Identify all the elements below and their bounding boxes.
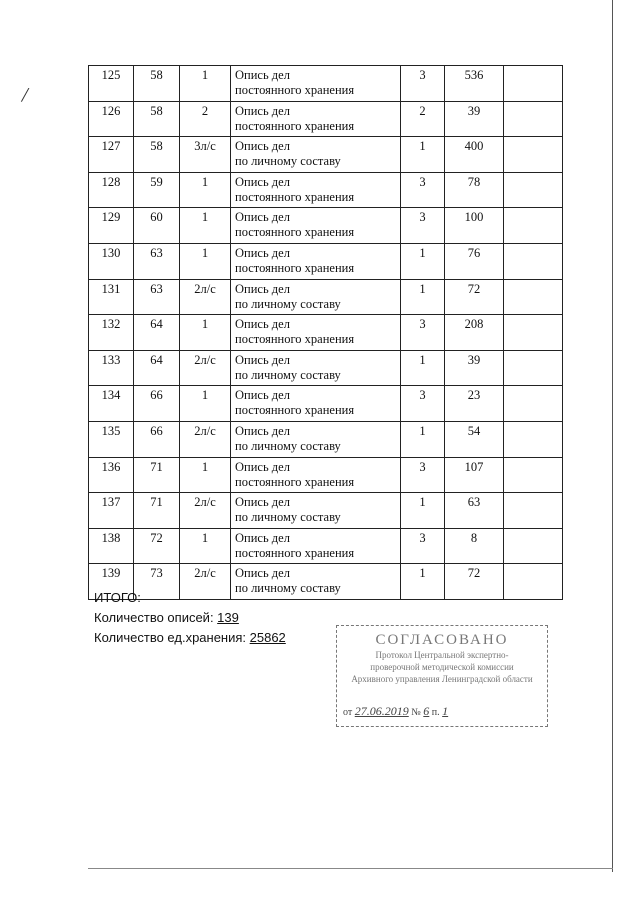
note-cell [504,457,563,493]
inventory-title-line1: Опись дел [235,317,290,332]
inventory-title-cell [231,208,401,244]
inventory-number-cell: 2л/с [180,279,231,315]
fund-number-cell: 58 [134,137,180,173]
table-row [89,421,563,457]
inventory-title-line1: Опись дел [235,388,290,403]
section-cell: 1 [401,350,445,386]
fund-number-cell: 59 [134,172,180,208]
units-count-cell: 8 [445,528,504,564]
inventory-title-line1: Опись дел [235,210,290,225]
inventory-title-line2: по личному составу [235,510,341,525]
fund-number-cell: 71 [134,493,180,529]
section-cell: 3 [401,208,445,244]
note-cell [504,172,563,208]
inventory-title-line2: постоянного хранения [235,474,355,489]
note-cell [504,421,563,457]
section-cell: 3 [401,457,445,493]
units-count-cell: 39 [445,101,504,137]
inventory-number-cell: 1 [180,66,231,102]
fund-number-cell: 71 [134,457,180,493]
table-row [89,315,563,351]
inventory-title-cell [231,315,401,351]
table-row [89,528,563,564]
table-row [89,457,563,493]
fund-number-cell: 58 [134,66,180,102]
inventory-title-line2: по личному составу [235,367,341,382]
inventory-title-line1: Опись дел [235,68,290,82]
row-number-cell: 138 [89,528,134,564]
inventory-number-cell: 1 [180,172,231,208]
inventory-number-cell: 2л/с [180,350,231,386]
note-cell [504,493,563,529]
stamp-protocol-line [343,704,448,719]
inventory-number-cell: 2л/с [180,421,231,457]
fund-number-cell: 64 [134,315,180,351]
table-row [89,208,563,244]
section-cell: 3 [401,528,445,564]
units-count-cell: 100 [445,208,504,244]
row-number-cell: 127 [89,137,134,173]
inventory-title-cell [231,172,401,208]
inventory-title-line1: Опись дел [235,423,290,438]
note-cell [504,564,563,600]
inventory-title-line2: постоянного хранения [235,260,355,275]
row-number-cell: 128 [89,172,134,208]
table-row [89,172,563,208]
stamp-date-prefix: от [343,707,353,718]
inventory-title-line1: Опись дел [235,174,290,189]
note-cell [504,386,563,422]
storage-units-value: 25862 [249,630,286,645]
units-count-cell: 400 [445,137,504,173]
row-number-cell: 125 [89,66,134,102]
stamp-line-1: Протокол Центральной экспертно- [375,650,509,660]
section-cell: 1 [401,421,445,457]
inventory-title-line2: постоянного хранения [235,332,355,347]
inventory-title-cell [231,457,401,493]
table-row [89,386,563,422]
margin-pen-mark: / [19,81,31,108]
table-row [89,101,563,137]
inventory-title-cell [231,421,401,457]
inventory-title-line2: по личному составу [235,296,341,311]
inventory-number-cell: 2л/с [180,564,231,600]
inventory-title-cell [231,528,401,564]
fund-number-cell: 63 [134,243,180,279]
note-cell [504,279,563,315]
units-count-cell: 72 [445,279,504,315]
inventory-title-line2: постоянного хранения [235,545,355,560]
units-count-cell: 23 [445,386,504,422]
units-count-cell: 72 [445,564,504,600]
inventory-number-cell: 1 [180,386,231,422]
inventory-title-line1: Опись дел [235,139,290,154]
inventory-title-line2: по личному составу [235,438,341,453]
fund-number-cell: 60 [134,208,180,244]
approval-stamp [336,625,548,727]
inventory-title-line2: постоянного хранения [235,189,355,204]
fund-number-cell: 64 [134,350,180,386]
inventory-title-line1: Опись дел [235,566,290,581]
row-number-cell: 129 [89,208,134,244]
inventory-title-line2: постоянного хранения [235,83,355,97]
units-count-cell: 536 [445,66,504,102]
stamp-line-2: проверочной методической комиссии [370,662,514,672]
summary-heading: ИТОГО: [94,590,141,605]
inventory-title-cell [231,137,401,173]
inventory-number-cell: 1 [180,315,231,351]
inventory-number-cell: 1 [180,457,231,493]
row-number-cell: 130 [89,243,134,279]
stamp-number-prefix: № [411,707,421,718]
inventory-title-cell [231,243,401,279]
stamp-date-value: 27.06.2019 [354,704,409,718]
table-row [89,137,563,173]
section-cell: 3 [401,386,445,422]
units-count-cell: 78 [445,172,504,208]
row-number-cell: 126 [89,101,134,137]
inventory-title-line1: Опись дел [235,281,290,296]
note-cell [504,101,563,137]
inventory-title-cell [231,386,401,422]
note-cell [504,315,563,351]
stamp-page-value: 1 [442,704,449,718]
section-cell: 1 [401,564,445,600]
inventory-title-line2: постоянного хранения [235,403,355,418]
inventory-title-line1: Опись дел [235,530,290,545]
row-number-cell: 135 [89,421,134,457]
inventory-title-line2: постоянного хранения [235,225,355,240]
inventory-number-cell: 1 [180,528,231,564]
inventories-count-value: 139 [217,610,239,625]
units-count-cell: 39 [445,350,504,386]
inventory-title-cell [231,350,401,386]
inventories-count-line [94,608,286,628]
note-cell [504,528,563,564]
table-row [89,66,563,102]
note-cell [504,243,563,279]
table-row [89,350,563,386]
section-cell: 3 [401,66,445,102]
fund-number-cell: 66 [134,421,180,457]
note-cell [504,350,563,386]
stamp-title: СОГЛАСОВАНО [375,632,509,648]
units-count-cell: 208 [445,315,504,351]
fund-number-cell: 63 [134,279,180,315]
section-cell: 1 [401,279,445,315]
row-number-cell: 134 [89,386,134,422]
inventory-number-cell: 2 [180,101,231,137]
inventory-number-cell: 3л/с [180,137,231,173]
fund-number-cell: 58 [134,101,180,137]
inventory-table-body [89,66,563,600]
fund-number-cell: 73 [134,564,180,600]
units-count-cell: 107 [445,457,504,493]
stamp-page-prefix: п. [431,707,440,718]
table-row [89,243,563,279]
inventory-number-cell: 1 [180,243,231,279]
note-cell [504,137,563,173]
inventory-title-cell [231,279,401,315]
row-number-cell: 137 [89,493,134,529]
units-count-cell: 54 [445,421,504,457]
inventory-title-cell [231,101,401,137]
storage-units-label: Количество ед.хранения: [94,630,250,645]
stamp-number-value: 6 [423,704,430,718]
section-cell: 1 [401,137,445,173]
units-count-cell: 76 [445,243,504,279]
inventory-title-line1: Опись дел [235,245,290,260]
inventory-title-line2: по личному составу [235,154,341,169]
inventory-title-cell [231,66,401,102]
row-number-cell: 133 [89,350,134,386]
section-cell: 1 [401,243,445,279]
stamp-line-3: Архивного управления Ленинградской области [351,674,533,684]
row-number-cell: 139 [89,564,134,600]
note-cell [504,208,563,244]
section-cell: 3 [401,172,445,208]
note-cell [504,66,563,102]
inventory-title-line1: Опись дел [235,459,290,474]
inventory-table [88,65,563,600]
row-number-cell: 132 [89,315,134,351]
inventory-title-cell [231,493,401,529]
inventory-title-line1: Опись дел [235,352,290,367]
inventory-title-line1: Опись дел [235,495,290,510]
inventory-number-cell: 1 [180,208,231,244]
fund-number-cell: 66 [134,386,180,422]
units-count-cell: 63 [445,493,504,529]
inventory-title-line2: постоянного хранения [235,118,355,133]
row-number-cell: 131 [89,279,134,315]
inventory-title-line2: по личному составу [235,581,341,596]
table-row [89,493,563,529]
fund-number-cell: 72 [134,528,180,564]
row-number-cell: 136 [89,457,134,493]
section-cell: 3 [401,315,445,351]
table-row [89,279,563,315]
inventory-title-line1: Опись дел [235,103,290,118]
summary-block [94,588,286,648]
storage-units-line [94,628,286,648]
section-cell: 1 [401,493,445,529]
page-edge-right [612,0,613,872]
section-cell: 2 [401,101,445,137]
inventory-number-cell: 2л/с [180,493,231,529]
page-edge-bottom [88,868,613,869]
inventories-count-label: Количество описей: [94,610,218,625]
